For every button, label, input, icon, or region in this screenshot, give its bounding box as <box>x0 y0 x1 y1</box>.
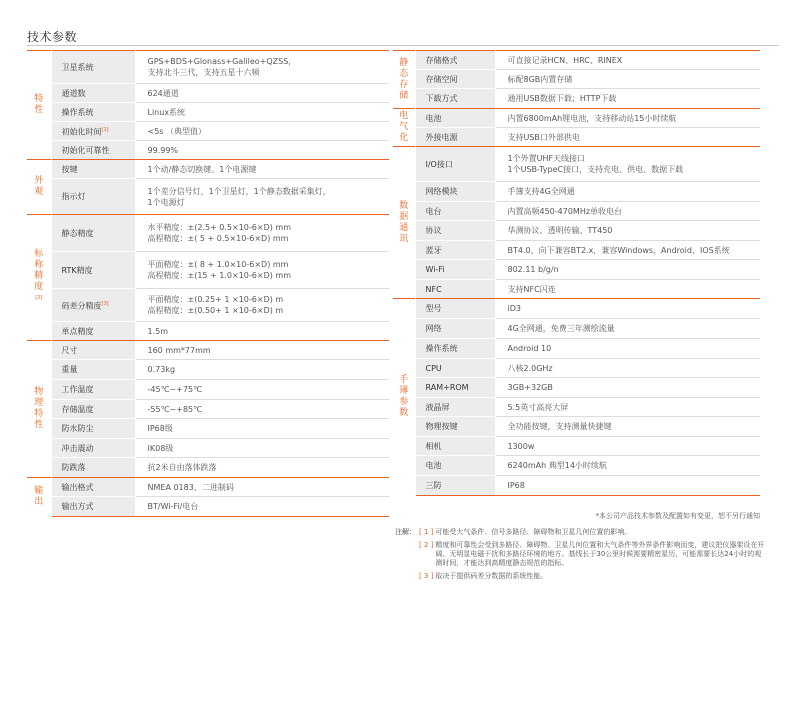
page-title: 技术参数 <box>27 30 78 44</box>
spec-name <box>415 339 495 359</box>
spec-name-text: 下载方式 <box>425 94 458 103</box>
category-label <box>27 478 51 517</box>
footnote-ref: [1] <box>101 126 109 133</box>
category-char: 存 <box>399 79 409 90</box>
spec-value <box>495 260 760 280</box>
spec-name <box>415 241 495 260</box>
category-label <box>393 147 415 299</box>
spec-name <box>51 400 135 419</box>
spec-value-line: 内置6800mAh锂电池，支持移动站15小时续航 <box>507 113 677 123</box>
spec-name <box>415 147 495 182</box>
category-label <box>27 215 51 341</box>
spec-value <box>495 109 760 128</box>
spec-value <box>135 179 389 215</box>
spec-value-line: 支持北斗三代，支持五星十六频 <box>147 68 260 77</box>
spec-value-line: 支持NFC闪连 <box>507 284 556 294</box>
spec-value <box>135 252 389 289</box>
spec-value <box>495 359 760 378</box>
spec-name <box>415 182 495 202</box>
spec-name <box>415 299 495 319</box>
spec-value <box>495 339 760 359</box>
spec-value <box>495 70 760 89</box>
category-label <box>393 299 415 496</box>
note-text: 可能受大气条件、信号多路径、障碍物和卫星几何位置的影响。 <box>435 528 632 536</box>
spec-row <box>27 215 389 252</box>
category-char: 性 <box>34 420 44 430</box>
spec-value <box>135 380 389 400</box>
spec-name-text: 指示灯 <box>61 192 86 201</box>
spec-row <box>393 109 760 128</box>
spec-value-line: 抗2米自由落体跌落 <box>147 463 217 472</box>
note-item <box>395 572 765 581</box>
spec-name-text: 电池 <box>425 113 442 123</box>
spec-value-line: 624通道 <box>147 88 179 98</box>
spec-value <box>135 160 389 179</box>
spec-value-line: IP68级 <box>147 424 173 433</box>
category-label <box>27 51 51 160</box>
spec-value <box>135 51 389 84</box>
spec-name <box>51 215 135 252</box>
spec-value-line: BT4.0，向下兼容BT2.x，兼容Windows、Android、IOS系统 <box>507 245 730 255</box>
spec-value-line: 手簿支持4G全网通 <box>507 187 575 196</box>
spec-value-line: IK08级 <box>147 443 174 453</box>
spec-value-line: 1个差分信号灯，1个卫星灯，1个静态数据采集灯， <box>147 186 331 196</box>
spec-value-line: 1个电源灯 <box>147 197 185 207</box>
spec-value-line: Android 10 <box>507 344 552 353</box>
spec-row <box>393 476 760 496</box>
spec-value <box>135 439 389 458</box>
spec-value-line: 通用USB数据下载；HTTP下载 <box>507 94 617 103</box>
spec-name <box>415 128 495 147</box>
spec-name-text: 电池 <box>425 461 442 470</box>
category-char: 度 <box>34 281 44 292</box>
spec-row <box>393 378 760 398</box>
spec-name <box>415 437 495 456</box>
notes-lead: 注解： <box>395 528 416 536</box>
spec-row <box>27 360 389 380</box>
spec-name-text: 初始化时间 <box>61 127 102 137</box>
spec-name-text: 物理按键 <box>425 422 458 431</box>
spec-row <box>393 359 760 378</box>
note-number: [ 2 ] <box>419 541 434 549</box>
right-spec-table <box>393 50 760 496</box>
category-char: 输 <box>34 486 44 497</box>
spec-name <box>51 458 135 478</box>
spec-name-text: 存储空间 <box>425 74 458 84</box>
spec-row <box>393 280 760 299</box>
spec-row <box>27 458 389 478</box>
category-label <box>393 109 415 147</box>
spec-name-text: 重量 <box>61 365 78 374</box>
spec-name-text: Wi-Fi <box>425 265 445 274</box>
spec-name-text: 型号 <box>425 304 442 313</box>
spec-value <box>135 122 389 141</box>
spec-name-text: 输出方式 <box>61 502 94 511</box>
category-label <box>27 160 51 215</box>
spec-row <box>27 103 389 122</box>
spec-name-text: 相机 <box>425 441 442 451</box>
disclaimer: *本公司产品技术参数及配置如有变更，恕不另行通知 <box>595 512 760 520</box>
spec-name-text: 尺寸 <box>61 345 78 355</box>
spec-value <box>135 84 389 103</box>
spec-name-text: 操作系统 <box>425 344 458 353</box>
spec-value <box>135 497 389 517</box>
spec-name <box>415 319 495 339</box>
spec-name-text: 网络 <box>425 324 442 333</box>
spec-name-text: 液晶屏 <box>425 402 450 412</box>
spec-value <box>495 241 760 260</box>
category-char: 数 <box>399 408 409 419</box>
spec-value <box>495 319 760 339</box>
spec-value-line: -45℃~+75℃ <box>147 385 203 394</box>
spec-value-line: iD3 <box>507 304 521 313</box>
spec-row <box>393 147 760 182</box>
category-char: 参 <box>399 397 409 408</box>
spec-value-line: 平面精度：±( 8 + 1.0×10-6×D) mm <box>147 260 289 269</box>
spec-value-line: 支持USB口外部供电 <box>507 132 580 142</box>
spec-name-text: 初始化可靠性 <box>61 145 110 155</box>
spec-value-line: 可直接记录HCN、HRC、RINEX <box>507 55 623 65</box>
category-char: 通 <box>399 222 409 233</box>
spec-value <box>495 89 760 109</box>
spec-name <box>51 51 135 84</box>
spec-name-text: 三防 <box>425 481 442 490</box>
spec-name <box>51 160 135 179</box>
spec-name <box>415 398 495 417</box>
category-char: 态 <box>399 68 409 79</box>
spec-value-line: NMEA 0183、二进制码 <box>147 482 234 492</box>
spec-value <box>135 360 389 380</box>
spec-name-text: 防水防尘 <box>61 424 94 433</box>
spec-value-line: 1个外置UHF天线接口 <box>507 154 586 163</box>
category-char: 静 <box>399 57 409 68</box>
spec-value-line: 水平精度：±(2.5+ 0.5×10-6×D) mm <box>147 223 291 232</box>
category-char: 气 <box>399 122 409 132</box>
spec-value <box>135 458 389 478</box>
spec-name <box>51 322 135 341</box>
spec-row <box>393 202 760 221</box>
spec-row <box>27 419 389 439</box>
spec-value-line: 1个USB-TypeC接口，支持充电、供电、数据下载 <box>507 165 684 174</box>
category-char: 物 <box>34 387 44 397</box>
spec-value-line: 八核2.0GHz <box>507 363 553 373</box>
category-char: 数 <box>399 200 409 211</box>
spec-value-line: 99.99% <box>147 145 179 155</box>
spec-name-text: 存储温度 <box>61 404 94 414</box>
category-char: 精 <box>34 270 44 281</box>
spec-name <box>51 103 135 122</box>
spec-name-text: 单点精度 <box>61 326 94 336</box>
spec-name-text: 按键 <box>61 164 78 174</box>
spec-value-line: BT/Wi-Fi/电台 <box>147 502 199 511</box>
spec-name-text: 外接电源 <box>425 132 458 142</box>
spec-value-line: 高程精度：±(0.50+ 1 ×10-6×D) m <box>147 306 284 315</box>
spec-name <box>51 122 135 141</box>
spec-value <box>135 215 389 252</box>
spec-name <box>415 456 495 476</box>
spec-name-text: NFC <box>425 284 442 294</box>
category-char: 性 <box>34 105 44 115</box>
spec-row <box>27 160 389 179</box>
category-char: 标 <box>34 248 44 259</box>
spec-name <box>415 221 495 241</box>
spec-value <box>495 280 760 299</box>
category-char: 化 <box>399 133 409 143</box>
spec-row <box>27 478 389 497</box>
spec-row <box>393 437 760 456</box>
spec-value-line: <5s （典型值） <box>147 126 207 136</box>
spec-value <box>495 299 760 319</box>
spec-name <box>51 360 135 380</box>
spec-name-text: 存储格式 <box>425 55 458 65</box>
note-item <box>395 541 765 568</box>
spec-value-line: 1300w <box>507 441 535 451</box>
category-label <box>27 341 51 478</box>
spec-name <box>415 89 495 109</box>
spec-name <box>415 202 495 221</box>
note-item <box>395 528 765 537</box>
spec-value <box>495 128 760 147</box>
spec-value-line: 华测协议、透明传输、TT450 <box>507 226 613 235</box>
spec-row <box>27 122 389 141</box>
spec-row <box>27 252 389 289</box>
spec-name <box>51 419 135 439</box>
spec-row <box>393 417 760 437</box>
spec-name <box>415 359 495 378</box>
spec-row <box>393 260 760 280</box>
footnote-ref: [3] <box>101 300 109 307</box>
spec-name <box>415 280 495 299</box>
spec-value-line: 802.11 b/g/n <box>507 265 559 274</box>
spec-value-line: 全功能按键，支持测量快捷键 <box>507 422 612 431</box>
spec-value-line: 0.73kg <box>147 365 176 374</box>
spec-name-text: 工作温度 <box>61 385 94 394</box>
notes-section <box>395 528 765 585</box>
spec-row <box>27 322 389 341</box>
spec-value <box>495 221 760 241</box>
spec-name <box>51 380 135 400</box>
spec-value-line: IP68 <box>507 481 525 490</box>
spec-value <box>495 456 760 476</box>
spec-name <box>51 289 135 322</box>
category-char: 电 <box>399 111 409 121</box>
spec-row <box>27 341 389 360</box>
spec-row <box>27 400 389 419</box>
category-char: 特 <box>34 94 44 104</box>
spec-row <box>393 339 760 359</box>
spec-row <box>393 89 760 109</box>
spec-name-text: 协议 <box>425 226 442 235</box>
spec-value-line: 高程精度：±(15 + 1.0×10-6×D) mm <box>147 271 291 280</box>
spec-row <box>393 128 760 147</box>
spec-name <box>415 476 495 496</box>
spec-name <box>415 70 495 89</box>
spec-value <box>135 289 389 322</box>
spec-name-text: 码差分精度 <box>61 301 102 311</box>
spec-value <box>495 476 760 496</box>
spec-name-text: 网络模块 <box>425 187 458 196</box>
spec-row <box>27 289 389 322</box>
spec-row <box>393 299 760 319</box>
category-label <box>393 51 415 109</box>
spec-value-line: 1个动/静态切换键、1个电源键 <box>147 164 257 174</box>
spec-row <box>393 398 760 417</box>
category-note: [2] <box>35 294 43 301</box>
spec-name <box>51 341 135 360</box>
spec-name-text: 通道数 <box>61 88 86 98</box>
spec-row <box>27 141 389 160</box>
spec-value <box>135 103 389 122</box>
spec-name-text: I/O接口 <box>425 159 453 169</box>
spec-value <box>495 202 760 221</box>
spec-name-text: 操作系统 <box>61 107 94 117</box>
spec-row <box>393 182 760 202</box>
spec-name <box>415 109 495 128</box>
spec-name <box>415 51 495 70</box>
spec-name <box>51 179 135 215</box>
left-spec-table <box>27 50 389 517</box>
spec-value-line: -55℃~+85℃ <box>147 404 203 414</box>
spec-name <box>51 439 135 458</box>
spec-value-line: 4G全网通，免费三年测绘流量 <box>507 324 615 333</box>
spec-row <box>393 241 760 260</box>
spec-value-line: 内置高频450-470MHz单收电台 <box>507 206 623 216</box>
spec-value-line: Linux系统 <box>147 107 186 117</box>
spec-value <box>495 182 760 202</box>
spec-name <box>51 84 135 103</box>
note-number: [ 3 ] <box>419 572 434 580</box>
spec-value-line: 3GB+32GB <box>507 383 553 392</box>
spec-name-text: 输出格式 <box>61 482 94 492</box>
category-char: 理 <box>34 398 44 408</box>
spec-row <box>393 319 760 339</box>
spec-name <box>51 141 135 160</box>
spec-name-text: 冲击震动 <box>61 443 94 453</box>
spec-name-text: RAM+ROM <box>425 383 469 392</box>
spec-value <box>495 417 760 437</box>
spec-value <box>135 341 389 360</box>
spec-row <box>27 380 389 400</box>
spec-value-line: 1.5m <box>147 326 169 336</box>
category-char: 出 <box>34 497 44 508</box>
spec-name-text: 蓝牙 <box>425 245 442 255</box>
category-char: 储 <box>399 90 409 101</box>
spec-name-text: RTK精度 <box>61 265 93 275</box>
spec-name <box>51 478 135 497</box>
spec-row <box>27 51 389 84</box>
category-char: 讯 <box>399 233 409 244</box>
spec-value-line: 平面精度：±(0.25+ 1 ×10-6×D) m <box>147 295 284 304</box>
spec-value <box>135 478 389 497</box>
spec-value <box>135 400 389 419</box>
notes-lead <box>395 572 419 581</box>
spec-value-line: GPS+BDS+Glonass+Galileo+QZSS， <box>147 57 297 66</box>
spec-value <box>495 147 760 182</box>
spec-value-line: 6240mAh 典型14小时续航 <box>507 461 607 470</box>
spec-row <box>393 221 760 241</box>
category-char: 据 <box>399 211 409 222</box>
note-text: 取决于提供码差分数据的系统性能。 <box>435 572 548 580</box>
spec-name-text: CPU <box>425 363 442 373</box>
spec-name-text: 防跌落 <box>61 463 86 472</box>
spec-row <box>27 439 389 458</box>
spec-row <box>393 51 760 70</box>
spec-name-text: 卫星系统 <box>61 62 94 72</box>
spec-value <box>135 141 389 160</box>
spec-row <box>27 497 389 517</box>
spec-row <box>393 456 760 476</box>
spec-value <box>135 322 389 341</box>
spec-row <box>393 70 760 89</box>
spec-value <box>495 51 760 70</box>
spec-value <box>135 419 389 439</box>
spec-name <box>415 260 495 280</box>
spec-name <box>51 497 135 517</box>
spec-name <box>415 417 495 437</box>
category-char: 外 <box>34 176 44 186</box>
spec-value-line: 160 mm*77mm <box>147 345 211 355</box>
category-char: 簿 <box>399 386 409 397</box>
spec-value-line: 标配8GB内置存储 <box>507 74 573 84</box>
spec-value <box>495 398 760 417</box>
notes-lead <box>395 541 419 568</box>
note-number: [ 1 ] <box>419 528 434 536</box>
note-text: 精度和可靠性会受到多路径、障碍物、卫星几何位置和大气条件等外界条件影响而变，建议把仪器架设在开阔、无明显电磁干扰和多路径环境的地方。基线长于30公里时候需要精密星历，可能需要长达24小时的观测时间，才能达到高精度静态规范的指标。 <box>435 541 765 567</box>
category-char: 称 <box>34 259 44 270</box>
category-char: 观 <box>34 187 44 197</box>
spec-name-text: 电台 <box>425 206 442 216</box>
spec-name <box>415 378 495 398</box>
category-char: 手 <box>399 375 409 386</box>
spec-value-line: 高程精度：±( 5 + 0.5×10-6×D) mm <box>147 234 289 243</box>
spec-name <box>51 252 135 289</box>
spec-row <box>27 84 389 103</box>
category-char: 特 <box>34 409 44 419</box>
spec-value-line: 5.5英寸高亮大屏 <box>507 402 569 412</box>
title-divider <box>27 45 779 46</box>
spec-value <box>495 378 760 398</box>
spec-value <box>495 437 760 456</box>
spec-row <box>27 179 389 215</box>
spec-name-text: 静态精度 <box>61 228 94 238</box>
